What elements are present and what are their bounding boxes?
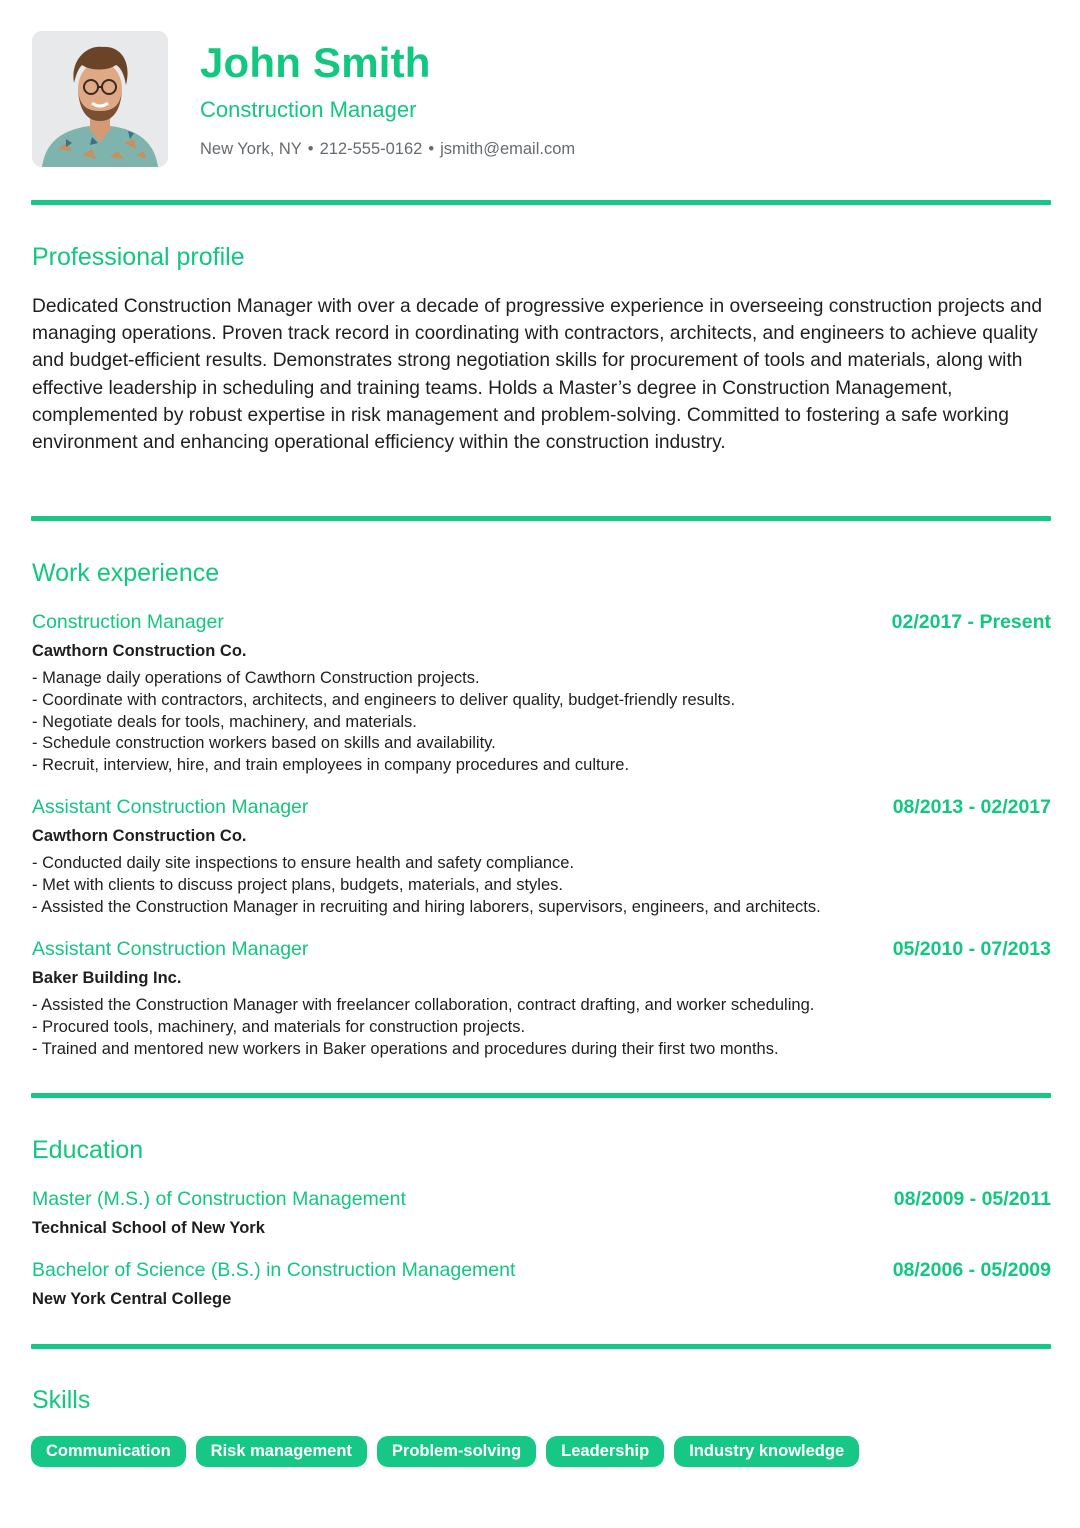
job-bullets	[32, 853, 1032, 918]
job-bullet: - Negotiate deals for tools, machinery, and materials.	[32, 712, 417, 731]
contact-phone: 212-555-0162	[319, 140, 423, 158]
resume-header	[32, 31, 1050, 167]
job-bullet: - Schedule construction workers based on skills and availability.	[32, 734, 496, 753]
degree-title: Master (M.S.) of Construction Management	[32, 1188, 406, 1210]
education-header	[32, 1257, 1051, 1283]
job-header	[32, 794, 1051, 820]
job-company: Cawthorn Construction Co.	[32, 827, 247, 845]
job-title: Assistant Construction Manager	[32, 796, 309, 818]
section-divider	[31, 1344, 1051, 1349]
job-bullet: - Assisted the Construction Manager in recruiting and hiring laborers, supervisors, engineers, and architects.	[32, 897, 821, 916]
job-bullet: - Trained and mentored new workers in Baker operations and procedures during their first two months.	[32, 1039, 779, 1058]
job-dates: 08/2013 - 02/2017	[892, 796, 1051, 818]
section-divider	[31, 516, 1051, 521]
skill-tag: Industry knowledge	[674, 1436, 859, 1467]
job-dates: 02/2017 - Present	[891, 611, 1051, 633]
job-company: Baker Building Inc.	[32, 969, 182, 987]
section-divider	[31, 1093, 1051, 1098]
skill-tag: Risk management	[196, 1436, 367, 1467]
job-bullet: - Procured tools, machinery, and materials for construction projects.	[32, 1017, 526, 1036]
job-bullet: - Conducted daily site inspections to ensure health and safety compliance.	[32, 854, 575, 872]
skills-list	[31, 1436, 859, 1467]
candidate-title: Construction Manager	[200, 97, 417, 122]
job-company: Cawthorn Construction Co.	[32, 642, 247, 660]
school-name: Technical School of New York	[32, 1219, 265, 1237]
profile-summary: Dedicated Construction Manager with over a decade of progressive experience in overseeing construction projects and managing operations. Proven track record in coordinating with contractors, architects, and engineers to achieve quality and budget-efficient results. Demonstrates strong negotiation skills for procurement of tools and materials, along with effective leadership in scheduling and training teams. Holds a Master’s degree in Construction Management, complemented by robust expertise in risk management and problem-solving. Committed to fostering a safe working environment and enhancing operational efficiency within the construction industry.	[32, 296, 1043, 454]
degree-title: Bachelor of Science (B.S.) in Construction Management	[32, 1259, 516, 1281]
skill-tag: Leadership	[546, 1436, 664, 1467]
job-header	[32, 936, 1051, 962]
contact-email: jsmith@email.com	[440, 140, 576, 158]
contact-location: New York, NY	[200, 140, 302, 158]
job-bullet: - Manage daily operations of Cawthorn Construction projects.	[32, 669, 480, 687]
job-dates: 05/2010 - 07/2013	[892, 938, 1051, 960]
section-divider	[31, 200, 1051, 205]
job-title: Assistant Construction Manager	[32, 938, 309, 960]
contact-line	[200, 139, 575, 159]
skill-tag: Problem-solving	[377, 1436, 536, 1467]
contact-separator: •	[428, 140, 435, 158]
education-dates: 08/2009 - 05/2011	[893, 1188, 1051, 1210]
experience-heading: Work experience	[32, 559, 220, 587]
job-bullet: - Assisted the Construction Manager with freelancer collaboration, contract drafting, and worker scheduling.	[32, 996, 815, 1014]
person-portrait-icon	[32, 31, 168, 167]
job-header	[32, 609, 1051, 635]
job-bullet: - Met with clients to discuss project plans, budgets, materials, and styles.	[32, 875, 563, 894]
school-name: New York Central College	[32, 1290, 232, 1308]
education-dates: 08/2006 - 05/2009	[892, 1259, 1051, 1281]
education-header	[32, 1186, 1051, 1212]
profile-heading: Professional profile	[32, 243, 245, 271]
job-bullet: - Recruit, interview, hire, and train employees in company procedures and culture.	[32, 756, 630, 775]
candidate-name: John Smith	[200, 39, 431, 86]
job-bullets	[32, 995, 1032, 1060]
profile-photo	[32, 31, 168, 167]
job-title: Construction Manager	[32, 611, 224, 633]
skill-tag: Communication	[31, 1436, 186, 1467]
job-bullet: - Coordinate with contractors, architects, and engineers to deliver quality, budget-friendly results.	[32, 690, 736, 709]
education-heading: Education	[32, 1136, 144, 1164]
job-bullets	[32, 668, 1032, 777]
skills-heading: Skills	[32, 1386, 91, 1414]
contact-separator: •	[307, 140, 314, 158]
